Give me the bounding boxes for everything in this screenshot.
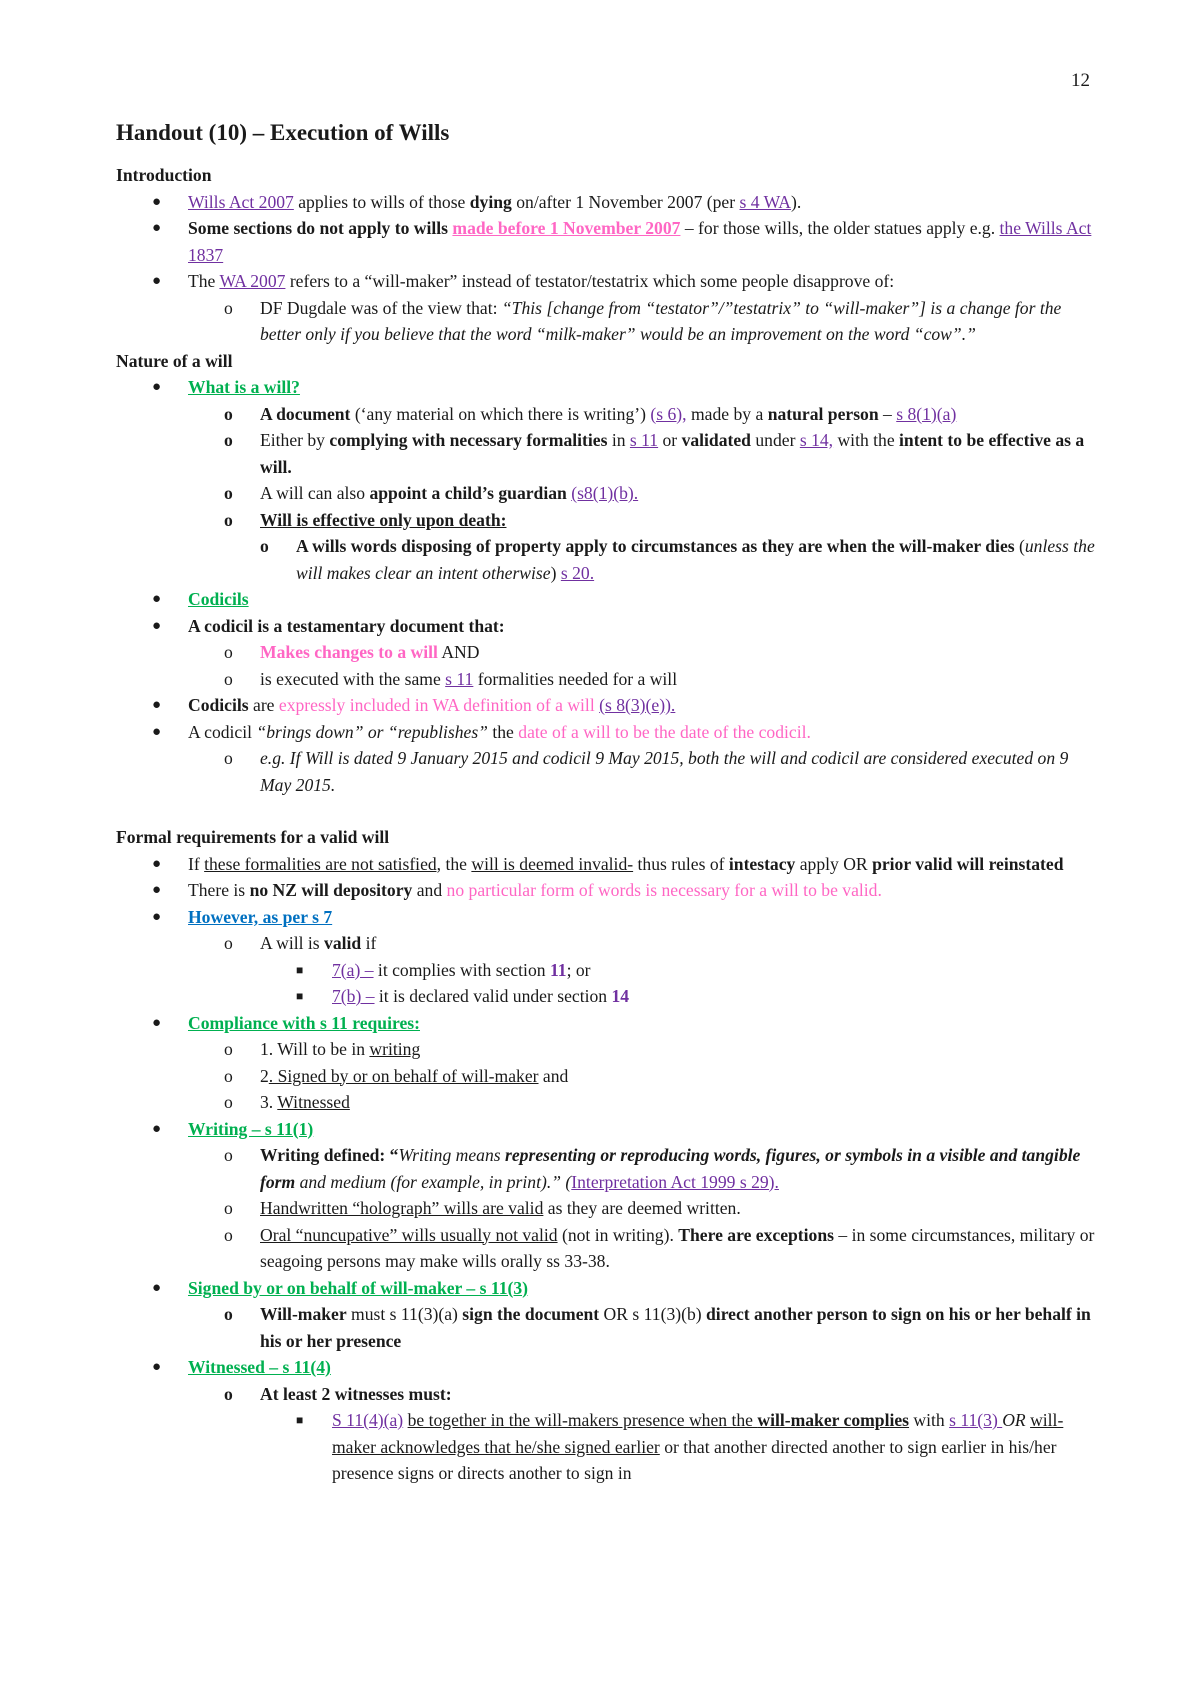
link[interactable]: WA 2007 (219, 271, 286, 291)
formal-list (116, 851, 1096, 1487)
circle-bullet-icon: o (224, 748, 233, 768)
list-item: o Writing defined: “Writing means representing or reproducing words, figures, or symbols in a visible and tangible form and medium (for example, in print).” (Interpretation Act 1999 s 29). (116, 1142, 1096, 1195)
bullet-icon: ● (152, 591, 162, 607)
list-item: ■ S 11(4)(a) be together in the will-makers presence when the will-maker complies with s 11(3) OR will-maker acknowledges that he/she signed earlier or that another directed another to sign earlier in his/her presence signs or directs another to sign in (116, 1407, 1096, 1487)
link[interactable]: S 11(4)(a) (332, 1410, 404, 1430)
list-item: ● Witnessed – s 11(4) (116, 1354, 1096, 1381)
list-item: ■ 7(a) – it complies with section 11; or (116, 957, 1096, 984)
circle-bullet-icon: o (224, 642, 233, 662)
link[interactable]: s 11 (445, 668, 474, 689)
circle-bullet-icon: o (224, 483, 233, 503)
link[interactable]: 7(b) – (332, 986, 375, 1006)
list-item: ● A codicil “brings down” or “republishes” the date of a will to be the date of the codicil. (116, 719, 1096, 746)
circle-bullet-icon: o (224, 403, 233, 424)
list-item: ● Codicils (116, 586, 1096, 613)
list-item: ● Some sections do not apply to wills made before 1 November 2007 – for those wills, the older statues apply e.g. the Wills Act 1837 (116, 215, 1096, 268)
list-item: ● There is no NZ will depository and no particular form of words is necessary for a will to be valid. (116, 877, 1096, 904)
circle-bullet-icon: o (224, 1198, 233, 1218)
bullet-icon: ● (152, 617, 162, 634)
list-item: o A document (‘any material on which there is writing’) (s 6), made by a natural person – s 8(1)(a) (116, 401, 1096, 428)
list-item: ● Wills Act 2007 applies to wills of those dying on/after 1 November 2007 (per s 4 WA). (116, 189, 1096, 216)
list-item: o Will-maker must s 11(3)(a) sign the document OR s 11(3)(b) direct another person to sign on his or her behalf in his or her presence (116, 1301, 1096, 1354)
link[interactable]: s 8(1)(a) (896, 403, 957, 424)
bullet-icon: ● (152, 1120, 162, 1137)
page-number: 12 (1071, 70, 1090, 91)
list-item: o e.g. If Will is dated 9 January 2015 and codicil 9 May 2015, both the will and codicil are considered executed on 9 May 2015. (116, 745, 1096, 798)
list-item: o is executed with the same s 11 formalities needed for a will (116, 666, 1096, 693)
list-item: o 3. Witnessed (116, 1089, 1096, 1116)
list-item: ● Codicils are expressly included in WA definition of a will (s 8(3)(e)). (116, 692, 1096, 719)
link[interactable]: s 11(3) (949, 1410, 1003, 1430)
list-item: o At least 2 witnesses must: (116, 1381, 1096, 1408)
link[interactable]: s 20. (560, 562, 595, 583)
link[interactable]: Wills Act 2007 (188, 191, 294, 212)
circle-bullet-icon: o (224, 430, 233, 450)
list-item: o DF Dugdale was of the view that: “This [change from “testator”/”testatrix” to “will-maker”] is a change for the better only if you believe that the word “milk-maker” would be an improvement on the word “cow”.” (116, 295, 1096, 348)
square-bullet-icon: ■ (296, 962, 304, 977)
bullet-icon: ● (152, 193, 162, 210)
link[interactable]: s 11 (629, 430, 659, 450)
list-item: ● Compliance with s 11 requires: (116, 1010, 1096, 1037)
circle-bullet-icon: o (224, 1039, 233, 1059)
bullet-icon: ● (152, 1359, 162, 1375)
bullet-icon: ● (152, 855, 162, 872)
bullet-icon: ● (152, 273, 162, 289)
document-page (116, 60, 1096, 1487)
circle-bullet-icon: o (224, 509, 233, 530)
bullet-icon: ● (152, 379, 162, 395)
circle-bullet-icon: o (224, 1383, 233, 1404)
bullet-icon: ● (152, 882, 162, 898)
link[interactable]: the Wills Act 1837 (188, 218, 1092, 265)
circle-bullet-icon: o (224, 1304, 233, 1324)
list-item: ● Writing – s 11(1) (116, 1116, 1096, 1143)
list-item: o Will is effective only upon death: (116, 507, 1096, 534)
list-item: o A wills words disposing of property apply to circumstances as they are when the will-maker dies (unless the will makes clear an intent otherwise) s 20. (116, 533, 1096, 586)
bullet-icon: ● (152, 220, 162, 236)
list-item: o 2. Signed by or on behalf of will-maker and (116, 1063, 1096, 1090)
page-title: Handout (10) – Execution of Wills (116, 120, 450, 145)
circle-bullet-icon: o (224, 668, 233, 689)
list-item: ● If these formalities are not satisfied, the will is deemed invalid- thus rules of intestacy apply OR prior valid will reinstated (116, 851, 1096, 878)
list-item: o Oral “nuncupative” wills usually not valid (not in writing). There are exceptions – in some circumstances, military or seagoing persons may make wills orally ss 33-38. (116, 1222, 1096, 1275)
circle-bullet-icon: o (224, 297, 233, 318)
list-item: o Handwritten “holograph” wills are valid as they are deemed written. (116, 1195, 1096, 1222)
list-item: o 1. Will to be in writing (116, 1036, 1096, 1063)
circle-bullet-icon: o (224, 1065, 233, 1086)
link[interactable]: (s 6), (650, 403, 687, 424)
circle-bullet-icon: o (224, 1224, 233, 1245)
bullet-icon: ● (152, 723, 162, 740)
list-item: o A will can also appoint a child’s guardian (s8(1)(b). (116, 480, 1096, 507)
bullet-icon: ● (152, 908, 162, 925)
section-heading-introduction: Introduction (116, 165, 212, 185)
list-item: ● What is a will? (116, 374, 1096, 401)
list-item: ■ 7(b) – it is declared valid under section 14 (116, 983, 1096, 1010)
list-item: o A will is valid if (116, 930, 1096, 957)
circle-bullet-icon: o (224, 1145, 233, 1165)
list-item: ● A codicil is a testamentary document that: (116, 613, 1096, 640)
link[interactable]: s 4 WA (739, 191, 791, 212)
link[interactable]: s 14, (799, 430, 834, 450)
link[interactable]: Interpretation Act 1999 s 29). (571, 1171, 779, 1192)
bullet-icon: ● (152, 697, 162, 713)
circle-bullet-icon: o (260, 536, 269, 556)
link[interactable]: 7(a) – (332, 959, 374, 980)
bullet-icon: ● (152, 1279, 162, 1296)
section-heading-nature: Nature of a will (116, 350, 233, 371)
link[interactable]: (s8(1)(b). (571, 483, 639, 503)
nature-list (116, 374, 1096, 798)
link[interactable]: (s 8(3)(e)). (599, 695, 676, 715)
list-item: ● Signed by or on behalf of will-maker – s 11(3) (116, 1275, 1096, 1302)
list-item: ● However, as per s 7 (116, 904, 1096, 931)
square-bullet-icon: ■ (296, 989, 304, 1003)
bullet-icon: ● (152, 1014, 162, 1031)
section-heading-formal-requirements: Formal requirements for a valid will (116, 827, 390, 847)
circle-bullet-icon: o (224, 1092, 233, 1112)
circle-bullet-icon: o (224, 933, 233, 953)
introduction-list (116, 189, 1096, 348)
list-item: ● The WA 2007 refers to a “will-maker” instead of testator/testatrix which some people disapprove of: (116, 268, 1096, 295)
list-item: o Makes changes to a will AND (116, 639, 1096, 666)
list-item: o Either by complying with necessary formalities in s 11 or validated under s 14, with the intent to be effective as a will. (116, 427, 1096, 480)
square-bullet-icon: ■ (296, 1413, 304, 1427)
